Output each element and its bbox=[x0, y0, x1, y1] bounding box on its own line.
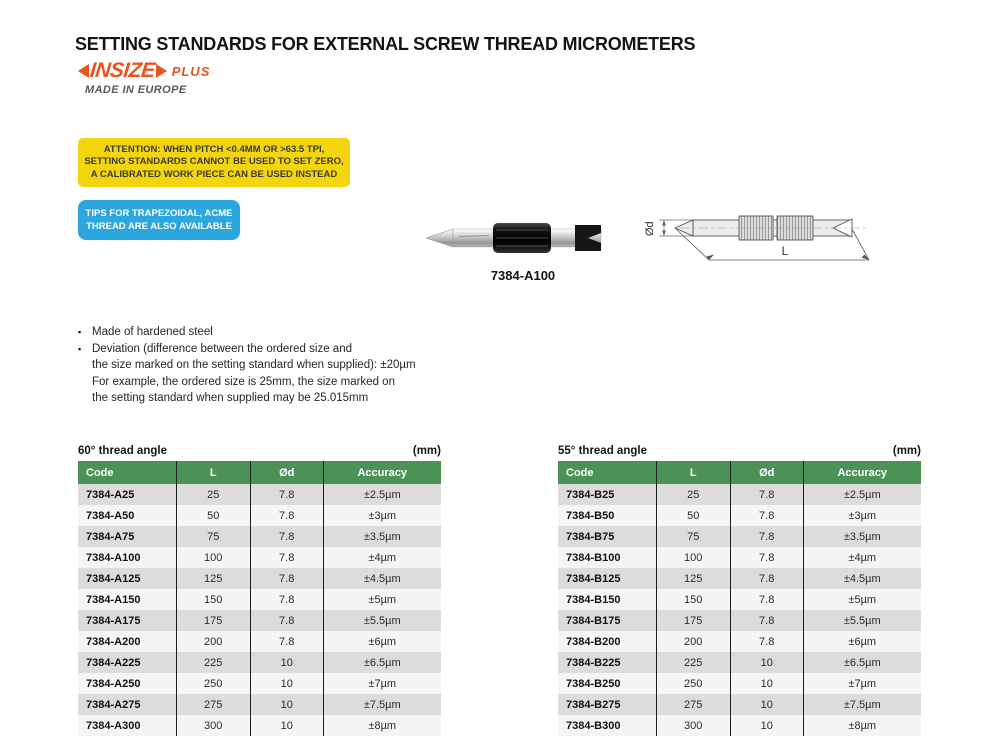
code-cell: 7384-A75 bbox=[86, 530, 135, 543]
feature-text: Deviation (difference between the ordered size and bbox=[92, 342, 352, 355]
attention-line: ATTENTION: WHEN PITCH <0.4MM OR >63.5 TPI, bbox=[103, 143, 325, 155]
table-row bbox=[558, 652, 921, 673]
value-cell: 7.8 bbox=[250, 610, 323, 631]
column-header: Ød bbox=[250, 461, 323, 484]
value-cell: 7.8 bbox=[730, 589, 803, 610]
feature-text: the setting standard when supplied may be 25.015mm bbox=[92, 392, 369, 404]
code-cell: 7384-B300 bbox=[566, 719, 621, 732]
value-cell: 75 bbox=[656, 526, 730, 547]
code-cell: 7384-B100 bbox=[566, 551, 621, 564]
value-cell: ±4.5µm bbox=[803, 568, 921, 589]
insize-logo-text: INSIZE bbox=[88, 59, 156, 82]
feature-item bbox=[78, 357, 508, 374]
value-cell: ±4µm bbox=[323, 547, 441, 568]
feature-text: the size marked on the setting standard when supplied): ±20µm bbox=[92, 359, 416, 371]
value-cell: ±5.5µm bbox=[323, 610, 441, 631]
value-cell: 7.8 bbox=[730, 484, 803, 505]
column-header: L bbox=[176, 461, 250, 484]
table-row bbox=[558, 694, 921, 715]
logo-right-arrow-icon bbox=[156, 64, 167, 78]
spec-table-60deg bbox=[78, 461, 441, 736]
value-cell: 300 bbox=[176, 715, 250, 736]
table-row bbox=[558, 589, 921, 610]
length-label: L bbox=[781, 244, 789, 258]
table-55deg-block bbox=[558, 445, 921, 736]
value-cell: ±7.5µm bbox=[803, 694, 921, 715]
code-cell: 7384-A100 bbox=[86, 551, 141, 564]
value-cell: 7.8 bbox=[250, 526, 323, 547]
technical-drawing bbox=[633, 196, 891, 278]
attention-line: SETTING STANDARDS CANNOT BE USED TO SET ZERO, bbox=[84, 156, 344, 168]
code-cell: 7384-A225 bbox=[86, 656, 141, 669]
features-list bbox=[78, 324, 508, 407]
value-cell: ±3µm bbox=[323, 505, 441, 526]
value-cell: 10 bbox=[730, 673, 803, 694]
value-cell: 7.8 bbox=[250, 484, 323, 505]
insize-logo bbox=[78, 60, 210, 82]
table-row bbox=[558, 484, 921, 505]
code-cell: 7384-A50 bbox=[86, 509, 135, 522]
value-cell: 175 bbox=[656, 610, 730, 631]
feature-item bbox=[78, 324, 508, 341]
value-cell: ±7.5µm bbox=[323, 694, 441, 715]
value-cell: 25 bbox=[176, 484, 250, 505]
column-header: Code bbox=[558, 461, 656, 484]
value-cell: ±3µm bbox=[803, 505, 921, 526]
indent-spacer bbox=[78, 357, 92, 374]
value-cell: 7.8 bbox=[250, 505, 323, 526]
code-cell: 7384-A175 bbox=[86, 614, 141, 627]
value-cell: ±8µm bbox=[803, 715, 921, 736]
table-unit-label: (mm) bbox=[892, 445, 921, 457]
table-row bbox=[78, 673, 441, 694]
tips-line: THREAD ARE ALSO AVAILABLE bbox=[86, 221, 232, 232]
value-cell: 75 bbox=[176, 526, 250, 547]
table-row bbox=[78, 526, 441, 547]
value-cell: 25 bbox=[656, 484, 730, 505]
code-cell: 7384-B150 bbox=[566, 593, 621, 606]
arrowhead bbox=[662, 231, 666, 237]
code-cell: 7384-A300 bbox=[86, 719, 141, 732]
value-cell: ±5.5µm bbox=[803, 610, 921, 631]
code-cell: 7384-B25 bbox=[566, 488, 615, 501]
leader-line bbox=[852, 229, 869, 260]
value-cell: ±6µm bbox=[803, 631, 921, 652]
value-cell: ±8µm bbox=[323, 715, 441, 736]
value-cell: 275 bbox=[656, 694, 730, 715]
code-cell: 7384-B75 bbox=[566, 530, 615, 543]
table-title: 55° thread angle bbox=[558, 445, 647, 457]
value-cell: 7.8 bbox=[730, 505, 803, 526]
spec-table-55deg bbox=[558, 461, 921, 736]
value-cell: 150 bbox=[656, 589, 730, 610]
column-header: Ød bbox=[730, 461, 803, 484]
product-photo bbox=[423, 212, 623, 264]
tips-notice bbox=[78, 200, 240, 240]
table-title: 60° thread angle bbox=[78, 445, 167, 457]
value-cell: 10 bbox=[250, 694, 323, 715]
value-cell: 10 bbox=[250, 715, 323, 736]
table-row bbox=[558, 505, 921, 526]
value-cell: ±3.5µm bbox=[323, 526, 441, 547]
value-cell: 50 bbox=[656, 505, 730, 526]
value-cell: 250 bbox=[656, 673, 730, 694]
table-caption bbox=[78, 445, 441, 457]
code-cell: 7384-B200 bbox=[566, 635, 621, 648]
feature-text: For example, the ordered size is 25mm, the size marked on bbox=[92, 375, 395, 388]
code-cell: 7384-B50 bbox=[566, 509, 615, 522]
value-cell: ±7µm bbox=[803, 673, 921, 694]
value-cell: 10 bbox=[250, 652, 323, 673]
value-cell: ±4.5µm bbox=[323, 568, 441, 589]
bullet-icon: ▪ bbox=[78, 327, 82, 337]
table-row bbox=[78, 568, 441, 589]
cone-tip bbox=[426, 229, 453, 247]
brand-logo bbox=[78, 60, 210, 96]
table-header-row bbox=[78, 461, 441, 484]
indent-spacer bbox=[78, 390, 92, 407]
column-header: Code bbox=[78, 461, 176, 484]
feature-item bbox=[78, 390, 508, 407]
code-cell: 7384-A25 bbox=[86, 488, 135, 501]
attention-notice bbox=[78, 138, 350, 187]
table-row bbox=[558, 568, 921, 589]
table-row bbox=[78, 505, 441, 526]
table-row bbox=[78, 484, 441, 505]
logo-plus-text: PLUS bbox=[171, 63, 211, 79]
value-cell: 125 bbox=[176, 568, 250, 589]
value-cell: 150 bbox=[176, 589, 250, 610]
table-row bbox=[78, 631, 441, 652]
code-cell: 7384-A200 bbox=[86, 635, 141, 648]
value-cell: 7.8 bbox=[250, 547, 323, 568]
value-cell: 7.8 bbox=[730, 610, 803, 631]
code-cell: 7384-B275 bbox=[566, 698, 621, 711]
value-cell: 200 bbox=[176, 631, 250, 652]
column-header: L bbox=[656, 461, 730, 484]
code-cell: 7384-B250 bbox=[566, 677, 621, 690]
value-cell: ±2.5µm bbox=[803, 484, 921, 505]
value-cell: 7.8 bbox=[250, 589, 323, 610]
code-cell: 7384-B125 bbox=[566, 572, 621, 585]
value-cell: 7.8 bbox=[730, 568, 803, 589]
value-cell: 250 bbox=[176, 673, 250, 694]
value-cell: ±4µm bbox=[803, 547, 921, 568]
attention-line: A CALIBRATED WORK PIECE CAN BE USED INSTEAD bbox=[90, 168, 338, 180]
value-cell: 7.8 bbox=[730, 547, 803, 568]
value-cell: 200 bbox=[656, 631, 730, 652]
value-cell: ±6µm bbox=[323, 631, 441, 652]
value-cell: ±2.5µm bbox=[323, 484, 441, 505]
code-cell: 7384-A125 bbox=[86, 572, 141, 585]
table-row bbox=[558, 673, 921, 694]
table-row bbox=[78, 589, 441, 610]
product-caption: 7384-A100 bbox=[490, 268, 556, 283]
arrowhead bbox=[662, 220, 666, 226]
code-cell: 7384-B175 bbox=[566, 614, 621, 627]
feature-text: Made of hardened steel bbox=[92, 326, 213, 338]
value-cell: 7.8 bbox=[730, 526, 803, 547]
table-row bbox=[78, 610, 441, 631]
column-header: Accuracy bbox=[323, 461, 441, 484]
table-header-row bbox=[558, 461, 921, 484]
feature-item bbox=[78, 341, 508, 358]
value-cell: 100 bbox=[656, 547, 730, 568]
value-cell: 275 bbox=[176, 694, 250, 715]
code-cell: 7384-B225 bbox=[566, 656, 621, 669]
value-cell: 225 bbox=[656, 652, 730, 673]
feature-item bbox=[78, 374, 508, 391]
logo-left-arrow-icon bbox=[78, 64, 89, 78]
value-cell: ±6.5µm bbox=[803, 652, 921, 673]
table-row bbox=[558, 715, 921, 736]
bullet-icon: ▪ bbox=[78, 343, 82, 354]
page-title: SETTING STANDARDS FOR EXTERNAL SCREW THREAD MICROMETERS bbox=[75, 34, 696, 54]
table-60deg-block bbox=[78, 445, 441, 736]
table-row bbox=[558, 610, 921, 631]
code-cell: 7384-A275 bbox=[86, 698, 141, 711]
value-cell: ±3.5µm bbox=[803, 526, 921, 547]
value-cell: 175 bbox=[176, 610, 250, 631]
made-in-europe-label: MADE IN EUROPE bbox=[85, 84, 187, 96]
table-row bbox=[78, 652, 441, 673]
value-cell: 7.8 bbox=[250, 631, 323, 652]
table-body bbox=[78, 484, 441, 736]
indent-spacer bbox=[78, 374, 92, 391]
column-header: Accuracy bbox=[803, 461, 921, 484]
table-row bbox=[558, 526, 921, 547]
value-cell: 10 bbox=[730, 652, 803, 673]
value-cell: 125 bbox=[656, 568, 730, 589]
table-row bbox=[78, 715, 441, 736]
value-cell: 100 bbox=[176, 547, 250, 568]
diameter-label: Ød bbox=[644, 221, 656, 236]
value-cell: 10 bbox=[730, 694, 803, 715]
value-cell: ±5µm bbox=[803, 589, 921, 610]
value-cell: ±6.5µm bbox=[323, 652, 441, 673]
table-row bbox=[558, 631, 921, 652]
value-cell: 50 bbox=[176, 505, 250, 526]
code-cell: 7384-A150 bbox=[86, 593, 141, 606]
value-cell: 10 bbox=[730, 715, 803, 736]
table-row bbox=[78, 547, 441, 568]
table-row bbox=[558, 547, 921, 568]
value-cell: 10 bbox=[250, 673, 323, 694]
tips-line: TIPS FOR TRAPEZOIDAL, ACME bbox=[85, 208, 233, 219]
table-row bbox=[78, 694, 441, 715]
value-cell: ±7µm bbox=[323, 673, 441, 694]
value-cell: 7.8 bbox=[250, 568, 323, 589]
table-unit-label: (mm) bbox=[412, 445, 441, 457]
table-body bbox=[558, 484, 921, 736]
value-cell: ±5µm bbox=[323, 589, 441, 610]
table-caption bbox=[558, 445, 921, 457]
code-cell: 7384-A250 bbox=[86, 677, 141, 690]
value-cell: 7.8 bbox=[730, 631, 803, 652]
value-cell: 225 bbox=[176, 652, 250, 673]
value-cell: 300 bbox=[656, 715, 730, 736]
